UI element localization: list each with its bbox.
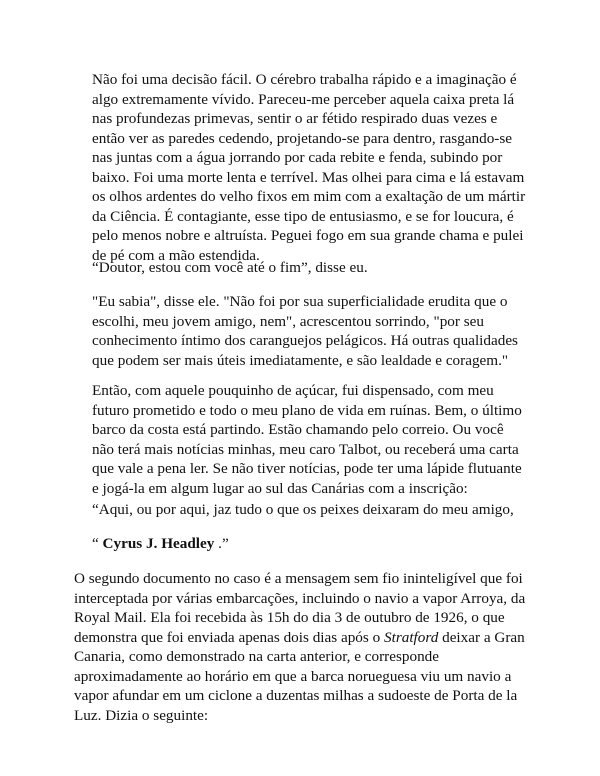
signature-open-quote: “ [92, 535, 103, 552]
second-document-text-start: O segundo documento no caso é a mensagem sem fio ininteligível que foi interceptada por várias embarcações, incluindo o navio a vapor Arroya, da Royal Mail. Ela foi recebida às 15h do dia 3 de outubro de 1926, o que demonstra que foi enviada apenas dois dias após o [74, 570, 526, 646]
signature-name: Cyrus J. Headley [102, 535, 215, 552]
paragraph-doctor-reply: “Doutor, estou com você até o fim”, disse eu. [92, 259, 368, 276]
second-document-text-end: deixar a Gran Canaria, como demonstrado na carta anterior, e corresponde aproximadamente ao horário em que a barca norueguesa viu um navio a vapor afundar em um ciclone a duzentas milhas a sudoeste de Porta de la Luz. Dizia o seguinte: [74, 628, 525, 724]
paragraph-dismissed: Então, com aquele pouquinho de açúcar, fui dispensado, com meu futuro prometido e todo o meu plano de vida em ruínas. Bem, o último barco da costa está partindo. Estão chamando pelo correio. Ou você não terá mais notícias minhas, meu caro Talbot, ou receberá uma carta que vale a pena ler. Se não tiver notícias, pode ter uma lápide flutuante e jogá-la em algum lugar ao sul das Canárias com a inscrição: [92, 382, 522, 497]
signature-close-quote: .” [214, 535, 229, 552]
ship-name-stratford: Stratford [384, 628, 439, 646]
paragraph-epitaph: “Aqui, ou por aqui, jaz tudo o que os peixes deixaram do meu amigo, [92, 501, 514, 518]
paragraph-decision: Não foi uma decisão fácil. O cérebro trabalha rápido e a imaginação é algo extremamente vívido. Pareceu-me perceber aquela caixa preta lá nas profundezas primevas, sentir o ar fétido respirado duas vezes e então ver as paredes cedendo, projetando-se para dentro, rasgando-se nas juntas com a água jorrando por cada rebite e fenda, subindo por baixo. Foi uma morte lenta e terrível. Mas olhei para cima e lá estavam os olhos ardentes do velho fixos em mim com a exaltação de um mártir da Ciência. É contagiante, esse tipo de entusiasmo, e se for loucura, é pelo menos nobre e altruísta. Peguei fogo em sua grande chama e pulei de pé com a mão estendida. [92, 71, 526, 264]
paragraph-signature [92, 534, 528, 554]
paragraph-second-document [74, 569, 538, 725]
paragraph-i-knew: "Eu sabia", disse ele. "Não foi por sua superficialidade erudita que o escolhi, meu jovem amigo, nem", acrescentou sorrindo, "por seu conhecimento íntimo dos caranguejos pelágicos. Há outras qualidades que podem ser mais úteis imediatamente, e são lealdade e coragem." [92, 293, 518, 369]
